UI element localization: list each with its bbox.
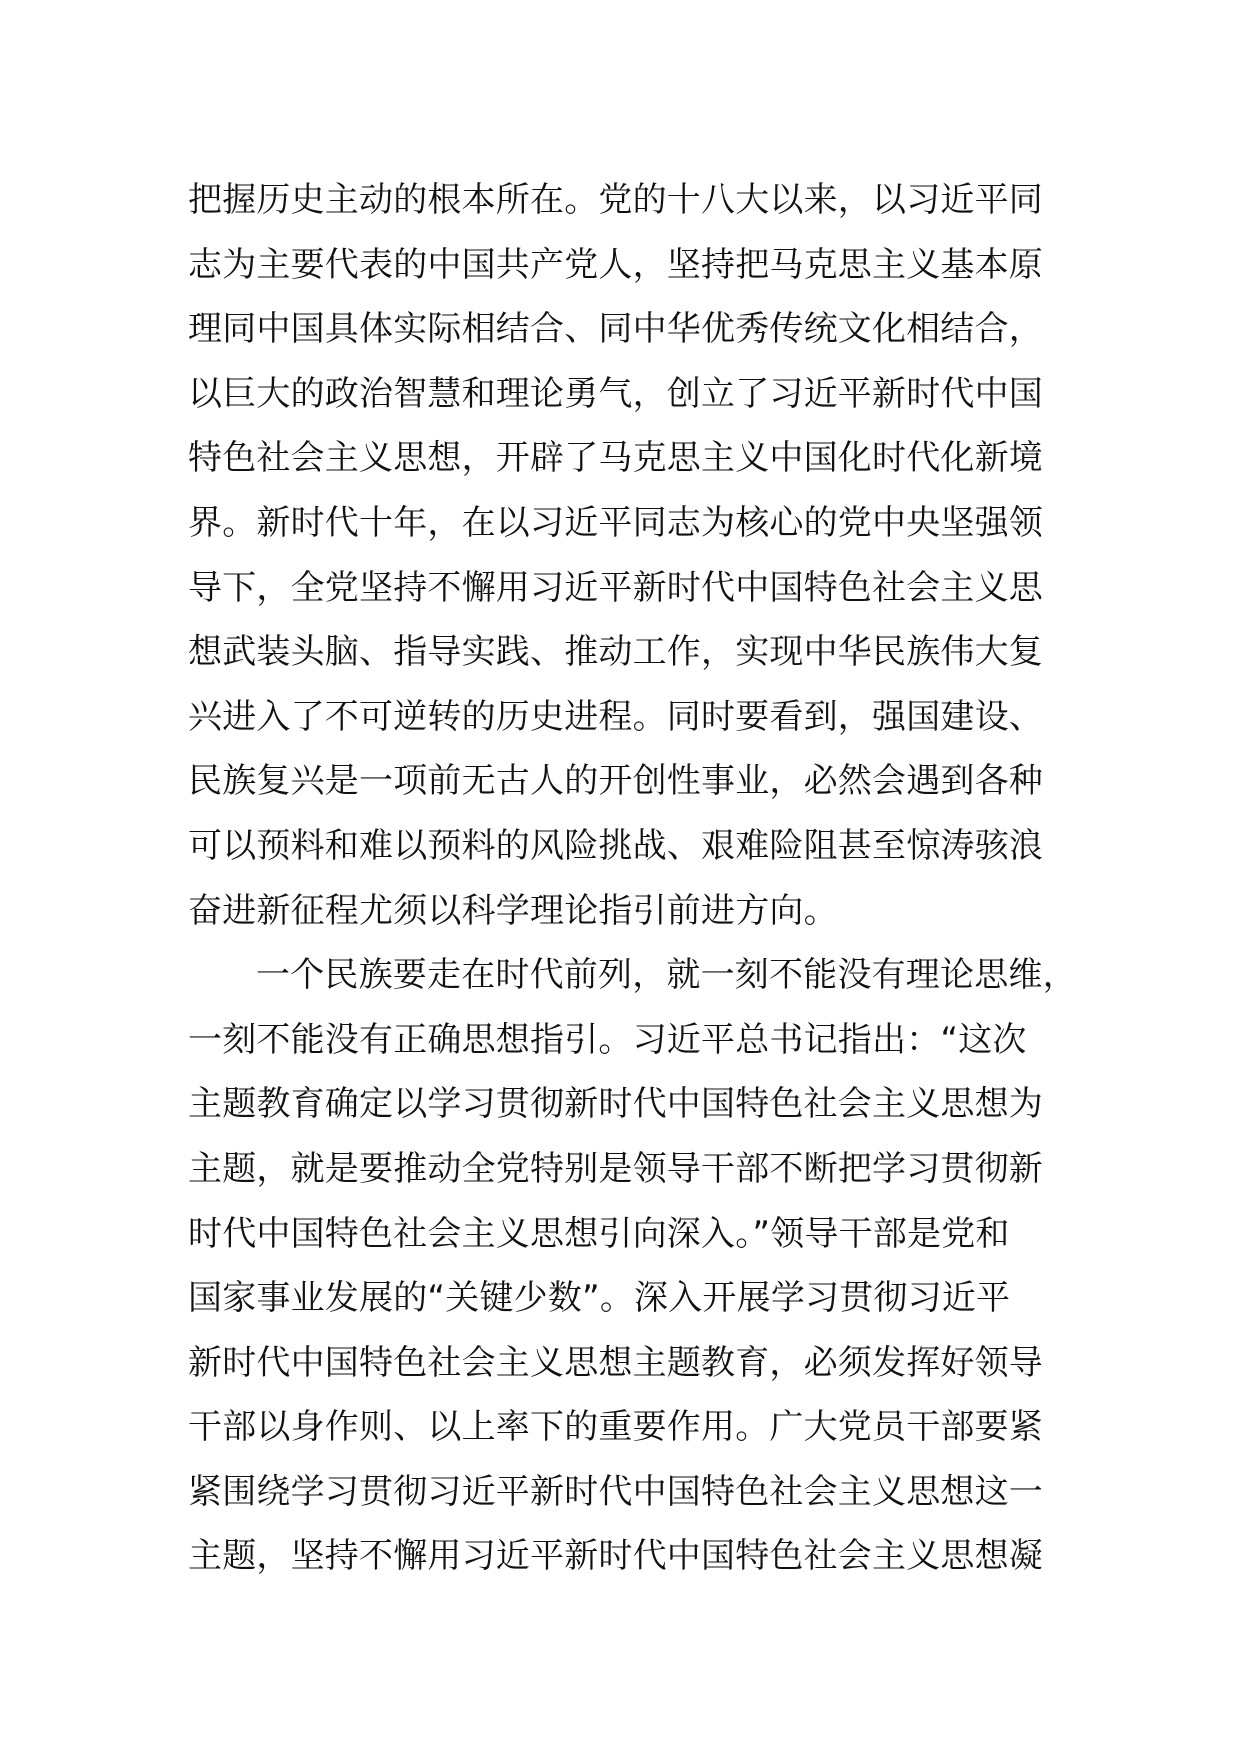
text-line: 兴进入了不可逆转的历史进程。同时要看到，强国建设、 <box>188 696 1043 737</box>
text-line: 主题教育确定以学习贯彻新时代中国特色社会主义思想为 <box>188 1084 1043 1125</box>
text-line: 干部以身作则、以上率下的重要作用。广大党员干部要紧 <box>188 1407 1043 1448</box>
text-line: 以巨大的政治智慧和理论勇气，创立了习近平新时代中国 <box>188 373 1043 414</box>
text-line: 界。新时代十年，在以习近平同志为核心的党中央坚强领 <box>188 502 1043 543</box>
text-line: 时代中国特色社会主义思想引向深入。”领导干部是党和 <box>188 1213 1010 1254</box>
text-line: 民族复兴是一项前无古人的开创性事业，必然会遇到各种 <box>188 761 1043 802</box>
text-line: 奋进新征程尤须以科学理论指引前进方向。 <box>188 890 838 931</box>
text-line: 理同中国具体实际相结合、同中华优秀传统文化相结合， <box>188 309 1043 350</box>
text-line: 可以预料和难以预料的风险挑战、艰难险阻甚至惊涛骇浪 <box>188 825 1043 866</box>
text-line: 把握历史主动的根本所在。党的十八大以来，以习近平同 <box>188 180 1043 220</box>
text-line: 主题，坚持不懈用习近平新时代中国特色社会主义思想凝 <box>188 1536 1043 1577</box>
text-line: 主题，就是要推动全党特别是领导干部不断把学习贯彻新 <box>188 1148 1043 1189</box>
paragraph-first-line: 一个民族要走在时代前列，就一刻不能没有理论思维， <box>256 955 1077 996</box>
text-line: 导下，全党坚持不懈用习近平新时代中国特色社会主义思 <box>188 567 1043 608</box>
body-text <box>188 168 1088 1589</box>
text-line: 特色社会主义思想，开辟了马克思主义中国化时代化新境 <box>188 438 1043 479</box>
text-line: 国家事业发展的“关键少数”。深入开展学习贯彻习近平 <box>188 1278 1011 1319</box>
text-line: 志为主要代表的中国共产党人，坚持把马克思主义基本原 <box>188 244 1043 285</box>
text-line: 一刻不能没有正确思想指引。习近平总书记指出：“这次 <box>188 1019 1027 1060</box>
text-line: 紧围绕学习贯彻习近平新时代中国特色社会主义思想这一 <box>188 1471 1043 1512</box>
text-line: 新时代中国特色社会主义思想主题教育，必须发挥好领导 <box>188 1342 1043 1383</box>
text-line: 想武装头脑、指导实践、推动工作，实现中华民族伟大复 <box>188 632 1043 673</box>
